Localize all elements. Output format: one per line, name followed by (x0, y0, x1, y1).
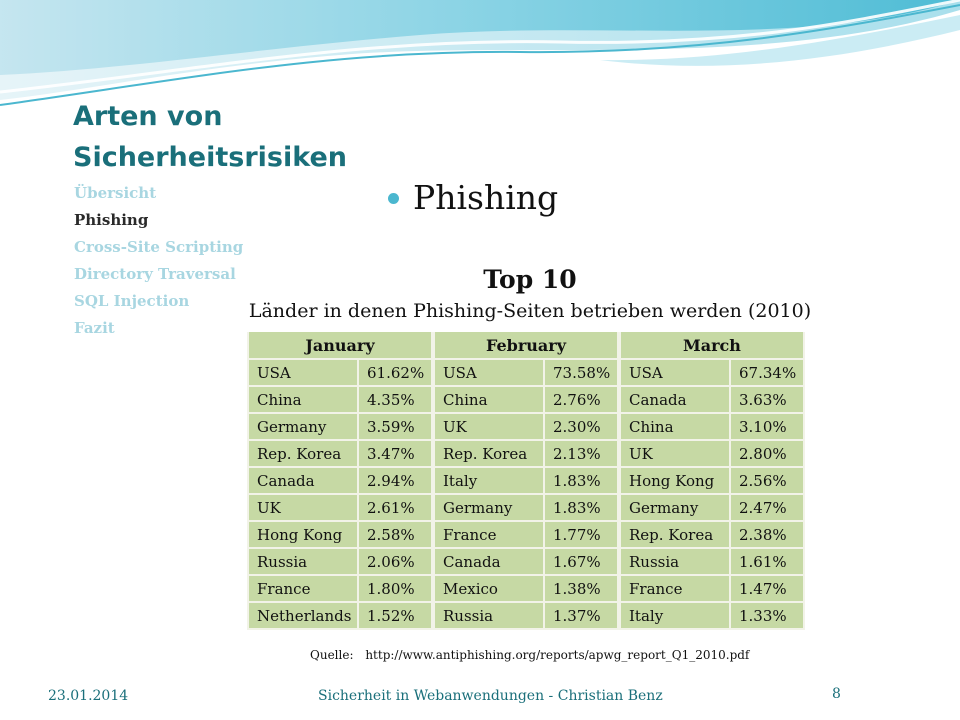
table-row (435, 468, 617, 493)
table-row (435, 603, 617, 628)
phishing-tables (247, 332, 805, 630)
percent-cell: 1.37% (545, 603, 617, 628)
table-row (249, 360, 431, 385)
percent-cell: 61.62% (359, 360, 431, 385)
country-cell: UK (435, 414, 543, 439)
table-row (621, 495, 803, 520)
source-link[interactable]: http://www.antiphishing.org/reports/apwg_report_Q1_2010.pdf (365, 648, 750, 662)
table-row (435, 495, 617, 520)
table-row (249, 441, 431, 466)
percent-cell: 1.61% (731, 549, 803, 574)
percent-cell: 2.58% (359, 522, 431, 547)
percent-cell: 2.61% (359, 495, 431, 520)
country-cell: Russia (249, 549, 357, 574)
percent-cell: 1.47% (731, 576, 803, 601)
country-cell: Italy (621, 603, 729, 628)
percent-cell: 2.80% (731, 441, 803, 466)
table-row (249, 603, 431, 628)
month-header: March (621, 332, 803, 358)
country-cell: Russia (621, 549, 729, 574)
percent-cell: 1.83% (545, 468, 617, 493)
source-label: Quelle: (310, 648, 354, 662)
nav-item-cross-site-scripting[interactable]: Cross-Site Scripting (74, 238, 244, 256)
percent-cell: 2.06% (359, 549, 431, 574)
table-row (435, 576, 617, 601)
bullet-dot-icon (388, 193, 399, 204)
month-header: January (249, 332, 431, 358)
country-cell: Italy (435, 468, 543, 493)
nav-item-fazit[interactable]: Fazit (74, 319, 115, 337)
percent-cell: 3.47% (359, 441, 431, 466)
country-cell: Canada (435, 549, 543, 574)
percent-cell: 2.76% (545, 387, 617, 412)
percent-cell: 3.59% (359, 414, 431, 439)
country-cell: UK (249, 495, 357, 520)
country-cell: Mexico (435, 576, 543, 601)
country-cell: China (435, 387, 543, 412)
country-cell: China (249, 387, 357, 412)
country-cell: UK (621, 441, 729, 466)
slide-title: Arten von Sicherheitsrisiken (73, 101, 347, 173)
percent-cell: 2.13% (545, 441, 617, 466)
table-row (435, 441, 617, 466)
percent-cell: 1.52% (359, 603, 431, 628)
nav-item-phishing[interactable]: Phishing (74, 211, 149, 229)
percent-cell: 1.77% (545, 522, 617, 547)
source-citation (310, 648, 749, 662)
country-cell: Russia (435, 603, 543, 628)
country-cell: France (435, 522, 543, 547)
table-row (435, 414, 617, 439)
table-row (435, 549, 617, 574)
table-row (621, 522, 803, 547)
country-cell: USA (435, 360, 543, 385)
nav-item-sql-injection[interactable]: SQL Injection (74, 292, 190, 310)
percent-cell: 1.83% (545, 495, 617, 520)
month-table-january (247, 332, 433, 630)
country-cell: Hong Kong (621, 468, 729, 493)
country-cell: Canada (621, 387, 729, 412)
table-row (249, 495, 431, 520)
table-row (621, 414, 803, 439)
nav-item-directory-traversal[interactable]: Directory Traversal (74, 265, 236, 283)
country-cell: France (621, 576, 729, 601)
percent-cell: 2.30% (545, 414, 617, 439)
percent-cell: 67.34% (731, 360, 803, 385)
table-row (621, 387, 803, 412)
table-row (621, 549, 803, 574)
month-header: February (435, 332, 617, 358)
slide-number: 8 (832, 686, 841, 702)
month-table-march (619, 332, 805, 630)
percent-cell: 73.58% (545, 360, 617, 385)
percent-cell: 1.67% (545, 549, 617, 574)
table-row (621, 468, 803, 493)
table-row (435, 360, 617, 385)
percent-cell: 2.94% (359, 468, 431, 493)
percent-cell: 2.38% (731, 522, 803, 547)
percent-cell: 1.80% (359, 576, 431, 601)
footer-date: 23.01.2014 (48, 688, 129, 704)
country-cell: USA (621, 360, 729, 385)
table-row (621, 441, 803, 466)
table-row (249, 414, 431, 439)
table-row (435, 522, 617, 547)
footer-title: Sicherheit in Webanwendungen - Christian Benz (318, 688, 663, 704)
bullet-text: Phishing (413, 178, 559, 217)
table-subheading: Länder in denen Phishing-Seiten betrieben werden (2010) (248, 300, 812, 322)
table-heading: Top 10 (483, 265, 577, 294)
percent-cell: 2.47% (731, 495, 803, 520)
month-table-february (433, 332, 619, 630)
country-cell: USA (249, 360, 357, 385)
country-cell: Germany (435, 495, 543, 520)
table-row (249, 387, 431, 412)
country-cell: Rep. Korea (621, 522, 729, 547)
country-cell: Canada (249, 468, 357, 493)
percent-cell: 1.38% (545, 576, 617, 601)
table-row (249, 522, 431, 547)
percent-cell: 4.35% (359, 387, 431, 412)
percent-cell: 3.10% (731, 414, 803, 439)
country-cell: Rep. Korea (435, 441, 543, 466)
country-cell: France (249, 576, 357, 601)
percent-cell: 2.56% (731, 468, 803, 493)
table-row (249, 468, 431, 493)
country-cell: Germany (621, 495, 729, 520)
table-row (249, 576, 431, 601)
percent-cell: 3.63% (731, 387, 803, 412)
table-row (249, 549, 431, 574)
country-cell: Netherlands (249, 603, 357, 628)
main-bullet (388, 178, 558, 217)
country-cell: China (621, 414, 729, 439)
percent-cell: 1.33% (731, 603, 803, 628)
country-cell: Germany (249, 414, 357, 439)
table-row (621, 360, 803, 385)
country-cell: Hong Kong (249, 522, 357, 547)
table-row (621, 603, 803, 628)
country-cell: Rep. Korea (249, 441, 357, 466)
table-row (435, 387, 617, 412)
table-row (621, 576, 803, 601)
nav-item-uebersicht[interactable]: Übersicht (74, 184, 157, 202)
